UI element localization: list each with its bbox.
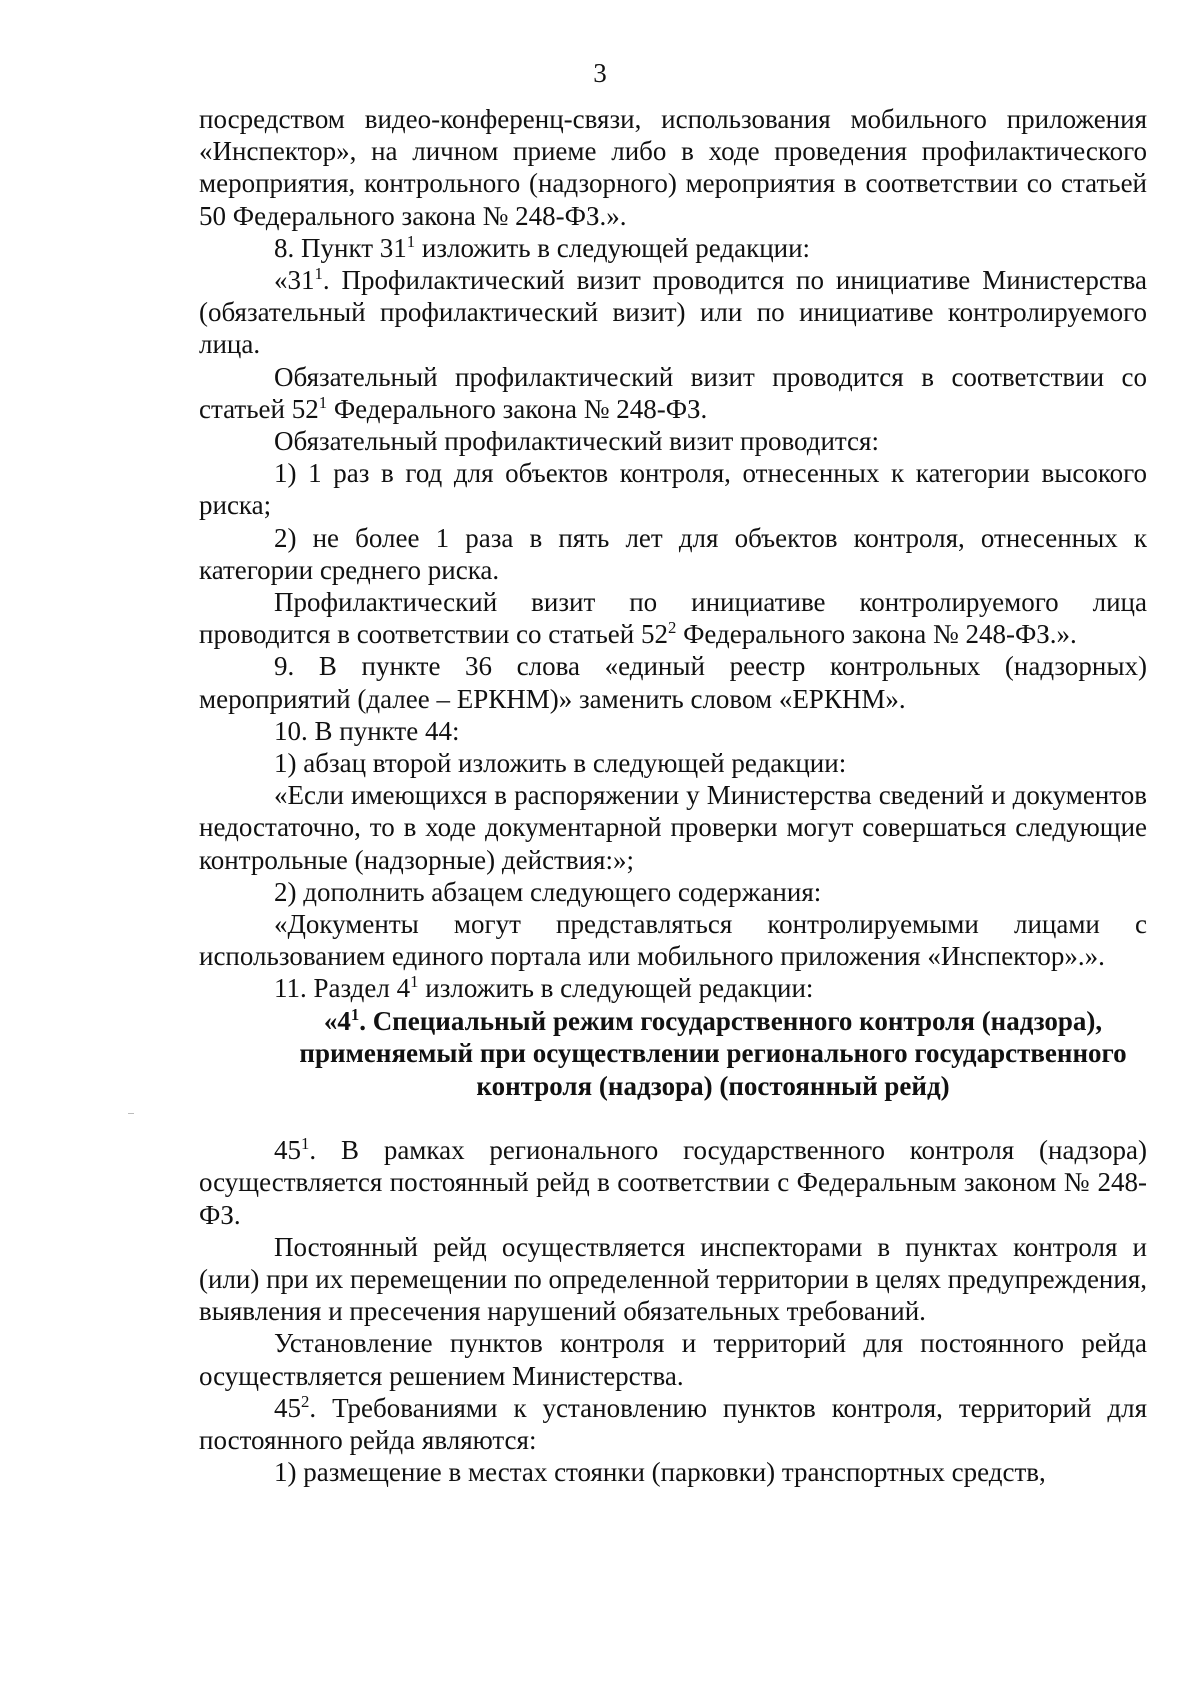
paragraph-p8 — [199, 586, 1147, 650]
paragraph-p19 — [199, 1392, 1147, 1456]
superscript-index: 1 — [318, 392, 328, 412]
text-run: 2) не более 1 раза в пять лет для объектов контроля, отнесенных к категории среднего риска. — [199, 522, 1147, 585]
page-number: 3 — [593, 58, 607, 88]
paragraph-p16 — [199, 1134, 1147, 1231]
paragraph-p10 — [199, 715, 1147, 747]
superscript-index: 1 — [406, 231, 416, 251]
paragraph-p13 — [199, 876, 1147, 908]
text-run: . В рамках регионального государственного контроля (надзора) осуществляется постоянный рейд в соответствии с Федеральным законом № 248-ФЗ. — [199, 1135, 1147, 1230]
document-body — [199, 103, 1147, 1488]
text-run: 10. В пункте 44: — [274, 715, 460, 746]
paragraph-p14 — [199, 908, 1147, 972]
text-run: 45 — [274, 1135, 301, 1166]
text-run: «Если имеющихся в распоряжении у Министерства сведений и документов недостаточно, то в ходе документарной проверки могут совершаться следующие контрольные (надзорные) действия:»; — [199, 780, 1147, 875]
paragraph-p15 — [199, 972, 1147, 1004]
text-run: изложить в следующей редакции: — [418, 973, 814, 1004]
paragraph-p4 — [199, 361, 1147, 425]
text-run: 1) 1 раз в год для объектов контроля, отнесенных к категории высокого риска; — [199, 458, 1147, 521]
text-run: 2) дополнить абзацем следующего содержания: — [274, 876, 822, 907]
paragraph-p7 — [199, 522, 1147, 586]
paragraphs-before-heading — [199, 103, 1147, 1005]
text-run: . Профилактический визит проводится по инициативе Министерства (обязательный профилактический визит) или по инициативе контролируемого лица. — [199, 265, 1147, 360]
text-run: Постоянный рейд осуществляется инспекторами в пунктах контроля и (или) при их перемещении по определенной территории в целях предупреждения, выявления и пресечения нарушений обязательных требований. — [199, 1231, 1147, 1327]
text-run: «4 — [323, 1005, 351, 1036]
paragraph-p12 — [199, 779, 1147, 876]
superscript-index: 2 — [667, 618, 677, 638]
text-run: 8. Пункт 31 — [274, 232, 407, 263]
text-run: . Требованиями к установлению пунктов контроля, территорий для постоянного рейда являются: — [199, 1392, 1147, 1456]
text-run: Установление пунктов контроля и территорий для постоянного рейда осуществляется решением Министерства. — [199, 1328, 1147, 1391]
text-run: 1) абзац второй изложить в следующей редакции: — [274, 748, 847, 779]
heading-spacer — [199, 1102, 1147, 1134]
text-run: 9. В пункте 36 слова «единый реестр контрольных (надзорных) мероприятий (далее – ЕРКНМ)» заменить словом «ЕРКНМ». — [199, 651, 1147, 714]
text-run: Обязательный профилактический визит проводится в соответствии со статьей 52 — [199, 361, 1147, 424]
paragraph-p3 — [199, 264, 1147, 361]
paragraph-p2 — [199, 232, 1147, 264]
superscript-index: 2 — [301, 1391, 310, 1411]
text-run: . Специальный режим государственного контроля (надзора), применяемый при осуществлении регионального государственного контроля (надзора) (постоянный рейд) — [299, 1005, 1127, 1101]
text-run: 1) размещение в местах стоянки (парковки) транспортных средств, — [274, 1457, 1046, 1488]
text-run: «Документы могут представляться контролируемыми лицами с использованием единого портала или мобильного приложения «Инспектор».». — [199, 909, 1147, 972]
text-run: Федерального закона № 248-ФЗ.». — [676, 619, 1077, 650]
paragraph-p18 — [199, 1327, 1147, 1391]
section-heading — [199, 1005, 1147, 1103]
paragraph-p6 — [199, 457, 1147, 521]
paragraph-p20 — [199, 1456, 1147, 1488]
paragraph-p11 — [199, 747, 1147, 779]
paragraphs-after-heading — [199, 1134, 1147, 1488]
text-run: Федерального закона № 248-ФЗ. — [327, 393, 708, 424]
paragraph-p1 — [199, 103, 1147, 232]
scan-margin-mark — [128, 1113, 134, 1114]
text-run: 45 — [274, 1392, 301, 1423]
paragraph-p17 — [199, 1231, 1147, 1328]
text-run: посредством видео-конференц-связи, использования мобильного приложения «Инспектор», на личном приеме либо в ходе проведения профилактического мероприятия, контрольного (надзорного) мероприятия в соответствии со статьей 50 Федерального закона № 248-ФЗ.». — [199, 104, 1147, 231]
paragraph-p5 — [199, 425, 1147, 457]
superscript-index: 1 — [314, 263, 323, 283]
text-run: изложить в следующей редакции: — [415, 232, 811, 263]
superscript-index: 1 — [301, 1134, 310, 1154]
text-run: «31 — [274, 265, 315, 296]
text-run: 11. Раздел 4 — [274, 973, 411, 1004]
superscript-index: 1 — [410, 972, 419, 992]
text-run: Обязательный профилактический визит проводится: — [274, 426, 879, 457]
paragraph-p9 — [199, 650, 1147, 714]
superscript-index: 1 — [350, 1004, 360, 1024]
text-run: Профилактический визит по инициативе контролируемого лица проводится в соответствии со статьей 52 — [199, 587, 1147, 650]
